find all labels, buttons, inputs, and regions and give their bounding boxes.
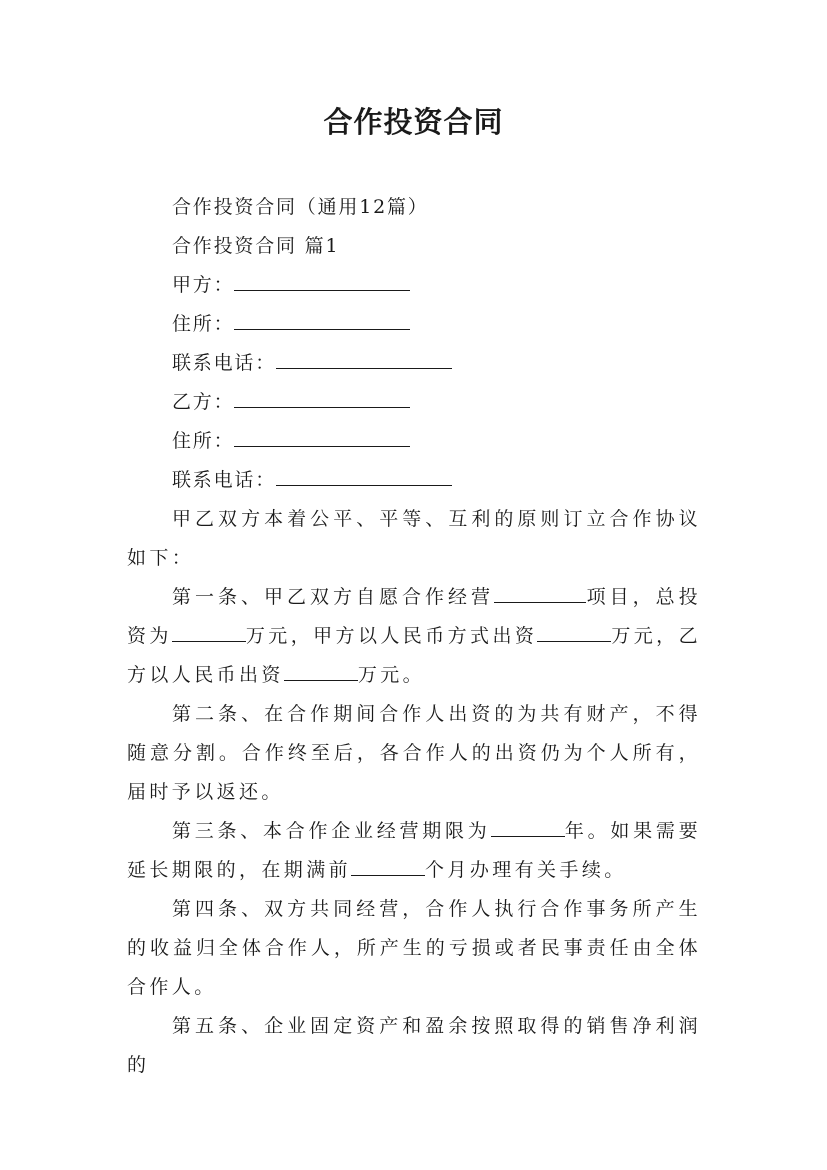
article-1-part-2: 项目，总投资为 xyxy=(127,586,701,647)
article-2: 第二条、在合作期间合作人出资的为共有财产，不得随意分割。合作终至后，各合作人的出资仍为个人所有，届时予以返还。 xyxy=(127,703,701,803)
party-b-phone-label: 联系电话： xyxy=(172,469,277,491)
article-1 xyxy=(127,578,701,695)
article-1-part-3: 万元，甲方以人民币方式出资 xyxy=(245,625,538,647)
total-investment-blank xyxy=(172,640,246,642)
document-title: 合作投资合同 xyxy=(323,105,504,139)
article-3-part-3: 个月办理有关手续。 xyxy=(425,859,627,881)
party-a-address-blank xyxy=(234,328,410,330)
intro-paragraph: 甲乙双方本着公平、平等、互利的原则订立合作协议如下： xyxy=(127,508,701,569)
party-b-address-label: 住所： xyxy=(172,430,235,452)
party-b-line xyxy=(127,383,701,422)
party-a-blank xyxy=(234,289,410,291)
party-a-address-line xyxy=(127,305,701,344)
party-b-investment-blank xyxy=(284,679,358,681)
article-1-part-5: 万元。 xyxy=(357,664,426,686)
party-a-phone-blank xyxy=(276,367,452,369)
article-5: 第五条、企业固定资产和盈余按照取得的销售净利润的 xyxy=(127,1015,701,1076)
article-3-part-1: 第三条、本合作企业经营期限为 xyxy=(172,820,491,842)
section-heading: 合作投资合同 篇1 xyxy=(172,235,340,257)
months-before-blank xyxy=(351,874,425,876)
party-b-phone-blank xyxy=(276,484,452,486)
document-body xyxy=(127,188,701,1085)
article-3 xyxy=(127,812,701,890)
document-subtitle: 合作投资合同（通用12篇） xyxy=(172,196,429,218)
party-a-phone-line xyxy=(127,344,701,383)
party-a-line xyxy=(127,266,701,305)
article-1-part-1: 第一条、甲乙双方自愿合作经营 xyxy=(172,586,494,608)
party-b-blank xyxy=(234,406,410,408)
party-a-investment-blank xyxy=(537,640,611,642)
party-b-address-line xyxy=(127,422,701,461)
article-3-part-2: 年。如果需要延长期限的，在期满前 xyxy=(127,820,701,881)
article-1-part-4: 万元，乙方以人民币出资 xyxy=(127,625,701,686)
party-a-phone-label: 联系电话： xyxy=(172,352,277,374)
project-blank xyxy=(494,601,586,603)
party-a-address-label: 住所： xyxy=(172,313,235,335)
term-years-blank xyxy=(491,835,565,837)
party-b-phone-line xyxy=(127,461,701,500)
article-4: 第四条、双方共同经营，合作人执行合作事务所产生的收益归全体合作人，所产生的亏损或者民事责任由全体合作人。 xyxy=(127,898,701,998)
party-b-address-blank xyxy=(234,445,410,447)
party-a-label: 甲方： xyxy=(172,274,235,296)
party-b-label: 乙方： xyxy=(172,391,235,413)
